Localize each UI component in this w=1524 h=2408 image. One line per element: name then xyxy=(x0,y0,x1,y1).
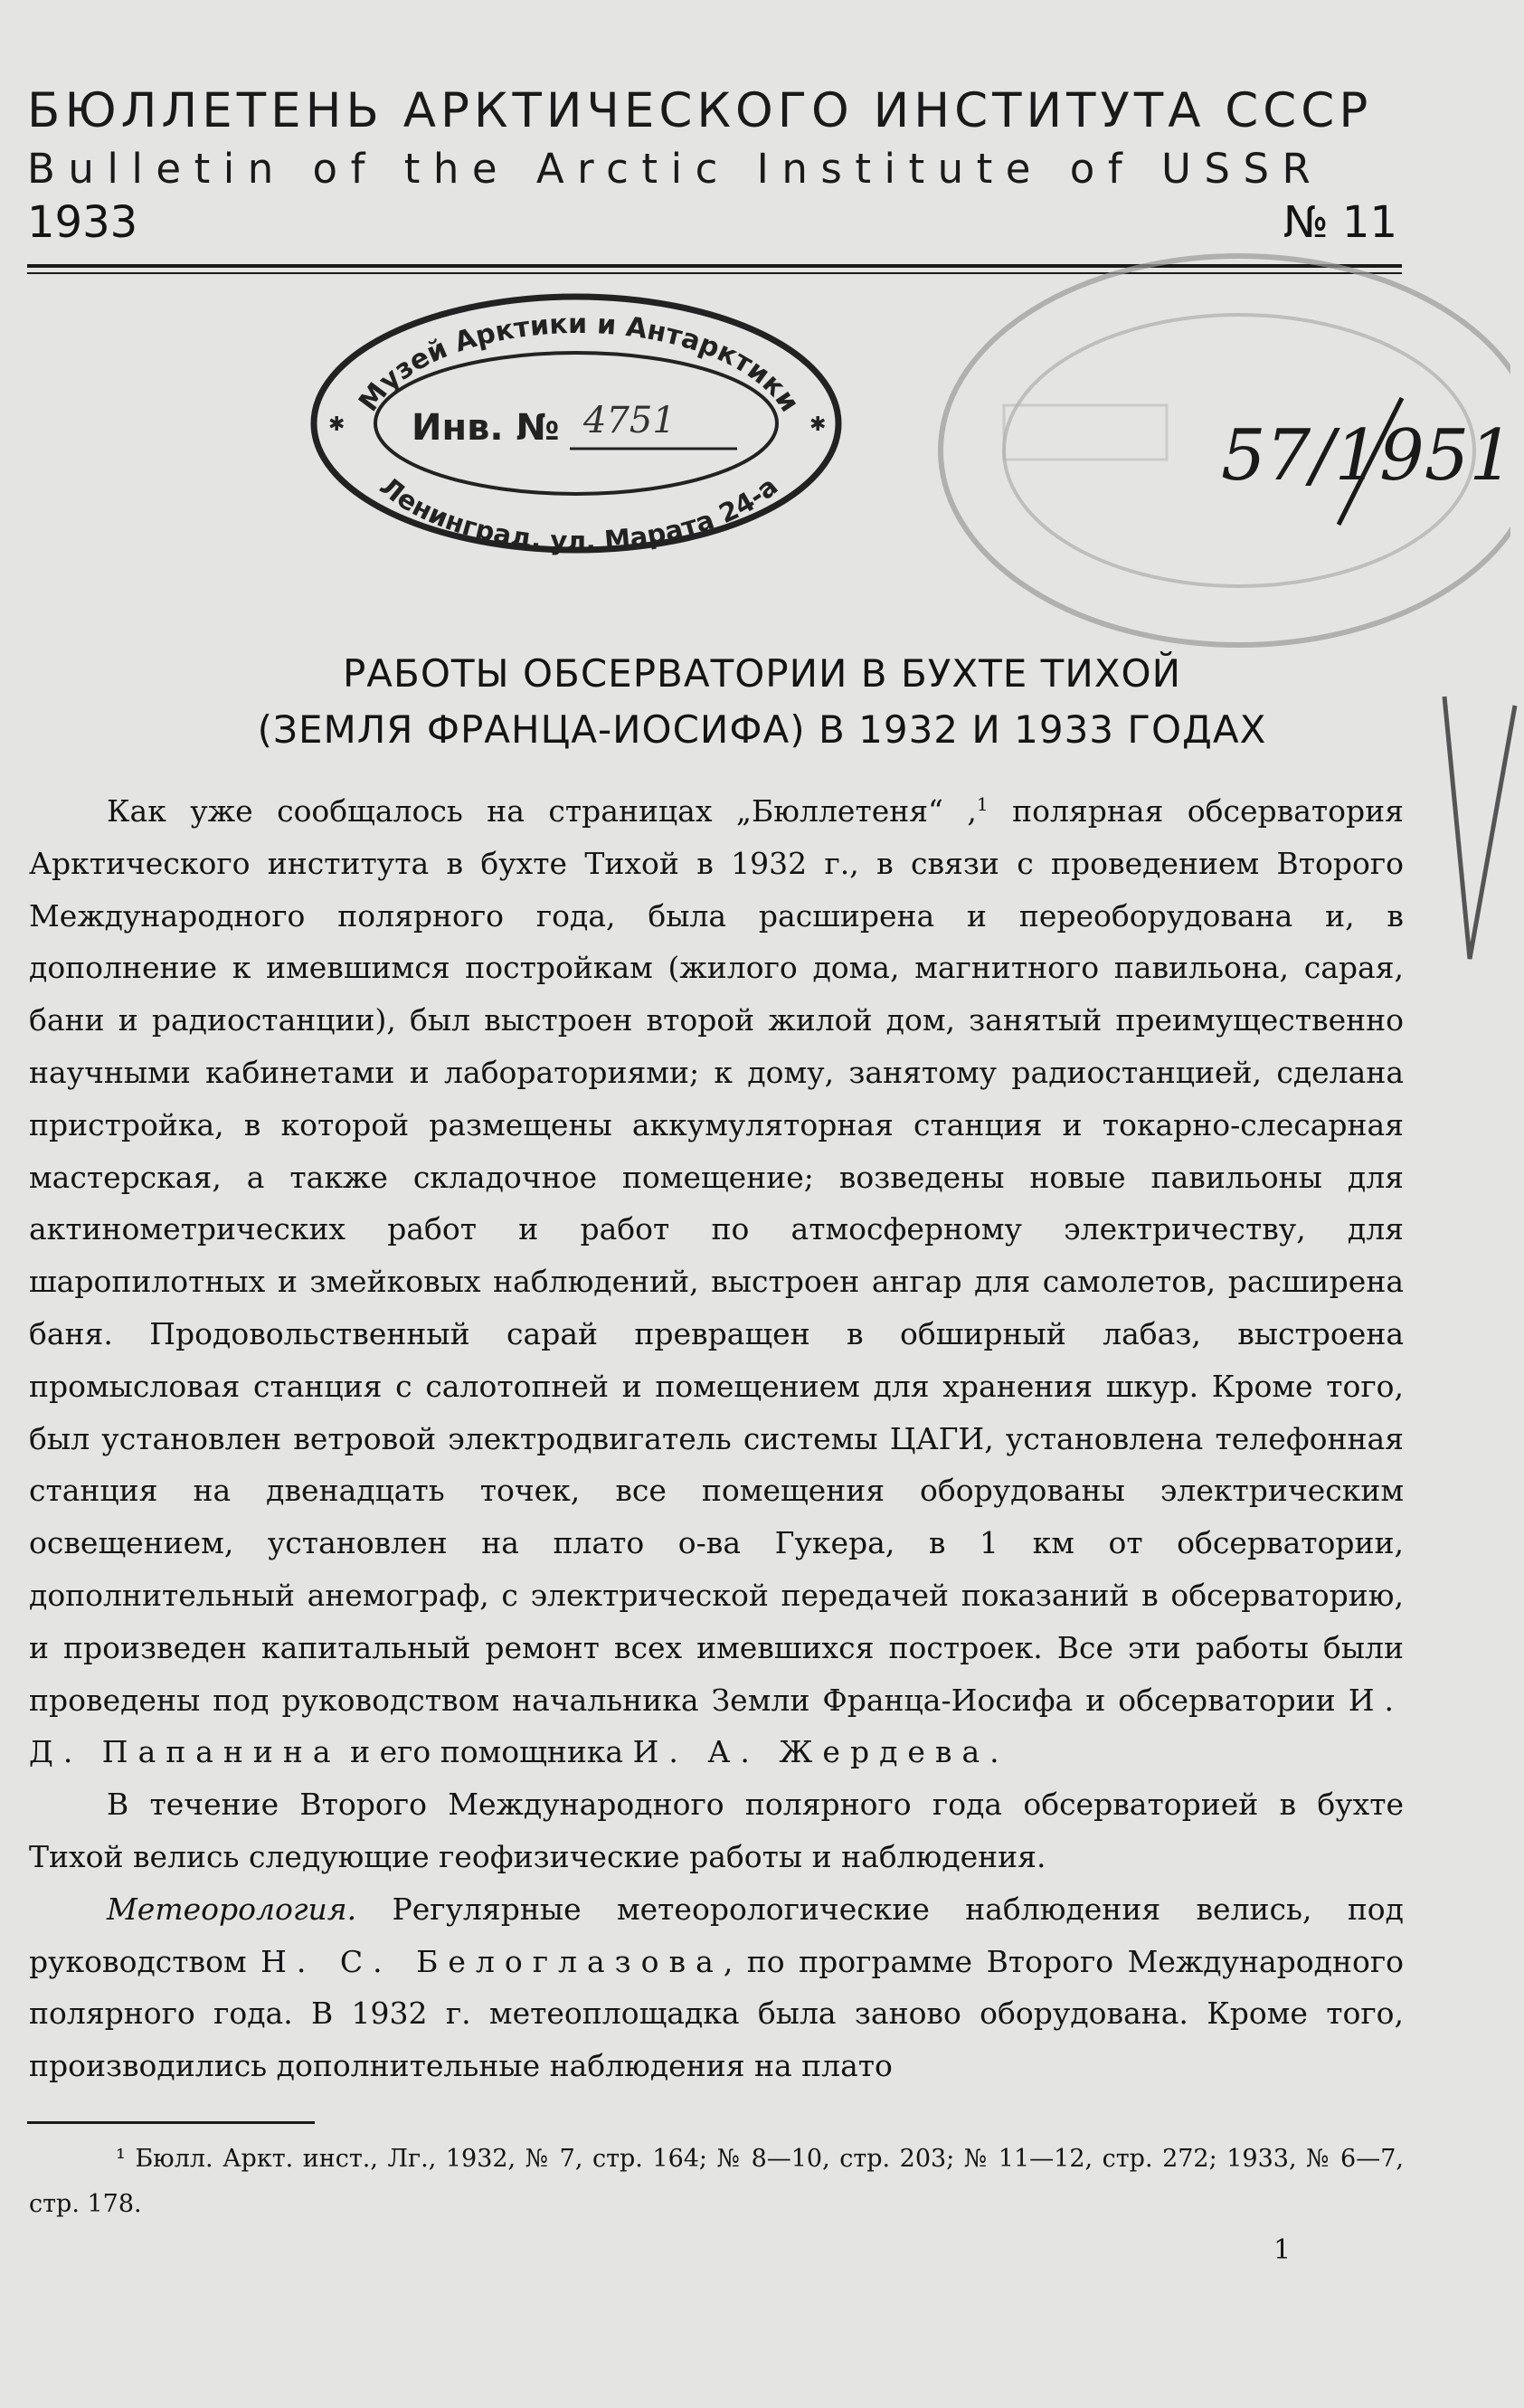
museum-stamp xyxy=(303,288,850,559)
p1-end: . xyxy=(989,1734,999,1770)
footnote: ¹ Бюлл. Аркт. инст., Лг., 1932, № 7, стр. 164; № 8—10, стр. 203; № 11—12, стр. 272; 1933, № 6—7, стр. 178. xyxy=(29,2145,1404,2218)
p3-text-a: Регулярные метеорологические наблюдения велись, под руководством xyxy=(29,1891,1404,1979)
p1-text-b: полярная обсерватория Арктического института в бухте Тихой в 1932 г., в связи с проведением Второго Международного полярного года, была расширена и переоборудована и, в дополнение к имевшимся постройкам (жилого дома, магнитного павильона, сарая, бани и радиостанции), был выстроен второй жилой дом, занятый преимущественно научными кабинетами и лабораториями; к дому, занятому радиостанцией, сделана пристройка, в которой размещены аккумуляторная станция и токарно-слесарная мастерская, а также складочное помещение; возведены новые павильоны для актинометрических работ и работ по атмосферному электричеству, для шаропилотных и змейковых наблюдений, выстроен ангар для самолетов, расширена баня. Продовольственный сарай превращен в обширный лабаз, выстроена промысловая станция с салотопней и помещением для хранения шкур. Кроме того, был установлен ветровой электродвигатель системы ЦАГИ, установлена телефонная станция на двенадцать точек, все помещения оборудованы электрическим освещением, установлен на плато о-ва Гукера, в 1 км от обсерватории, дополнительный анемограф, с электрической передачей показаний в обсерваторию, и произведен капитальный ремонт всех имевшихся построек. Все эти работы были проведены под руководством начальника Земли Франца-Иосифа и обсерватории xyxy=(29,793,1404,1718)
article-title-line2: (ЗЕМЛЯ ФРАНЦА-ИОСИФА) В 1932 И 1933 ГОДАХ xyxy=(257,707,1267,752)
journal-title-ru: БЮЛЛЕТЕНЬ АРКТИЧЕСКОГО ИНСТИТУТА СССР xyxy=(27,83,1373,138)
handwritten-number: 57/1951 xyxy=(1221,415,1515,497)
section-heading-meteorology: Метеорология. xyxy=(107,1891,357,1927)
person-name: Н. С. Белоглазова xyxy=(260,1943,724,1979)
p3-text-b: , по программе Второго Международного полярного года. В 1932 г. метеоплощадка была заново оборудована. Кроме того, производились дополнительные наблюдения на плато xyxy=(29,1943,1404,2084)
journal-title-en: Bulletin of the Arctic Institute of USSR xyxy=(27,145,1324,193)
article-title-line1: РАБОТЫ ОБСЕРВАТОРИИ В БУХТЕ ТИХОЙ xyxy=(342,651,1182,696)
svg-text:✱: ✱ xyxy=(809,413,827,436)
stamp-inv-label: Инв. № xyxy=(412,407,560,449)
journal-year: 1933 xyxy=(27,197,138,248)
svg-text:✱: ✱ xyxy=(328,413,346,436)
p1-text-a: Как уже сообщалось на страницах „Бюллетеня“ , xyxy=(107,793,977,829)
page-number: 1 xyxy=(1273,2234,1292,2266)
stamp-inv-number: 4751 xyxy=(583,400,676,441)
stamp-bottom-text: Ленинград, ул. Марата 24-а xyxy=(374,470,784,557)
stamp-top-text: Музей Арктики и Антарктики xyxy=(353,308,806,418)
article-body xyxy=(29,785,1404,2092)
person-name: И. Д. Папанина xyxy=(29,1682,1404,1770)
svg-text:Ленинград, ул. Марата 24-а xyxy=(374,470,784,556)
handwritten-mark xyxy=(1221,389,1519,534)
paragraph-1 xyxy=(29,785,1404,1778)
footnote-rule xyxy=(27,2121,315,2124)
paragraph-3 xyxy=(29,1883,1404,2092)
p1-text-c: и его помощника xyxy=(340,1734,633,1770)
person-name: И. А. Жердева xyxy=(632,1734,990,1770)
paragraph-2: В течение Второго Международного полярного года обсерваторией в бухте Тихой велись следующие геофизические работы и наблюдения. xyxy=(29,1787,1404,1874)
issue-number: № 11 xyxy=(1283,197,1397,248)
footnote-ref[interactable]: 1 xyxy=(976,793,989,815)
